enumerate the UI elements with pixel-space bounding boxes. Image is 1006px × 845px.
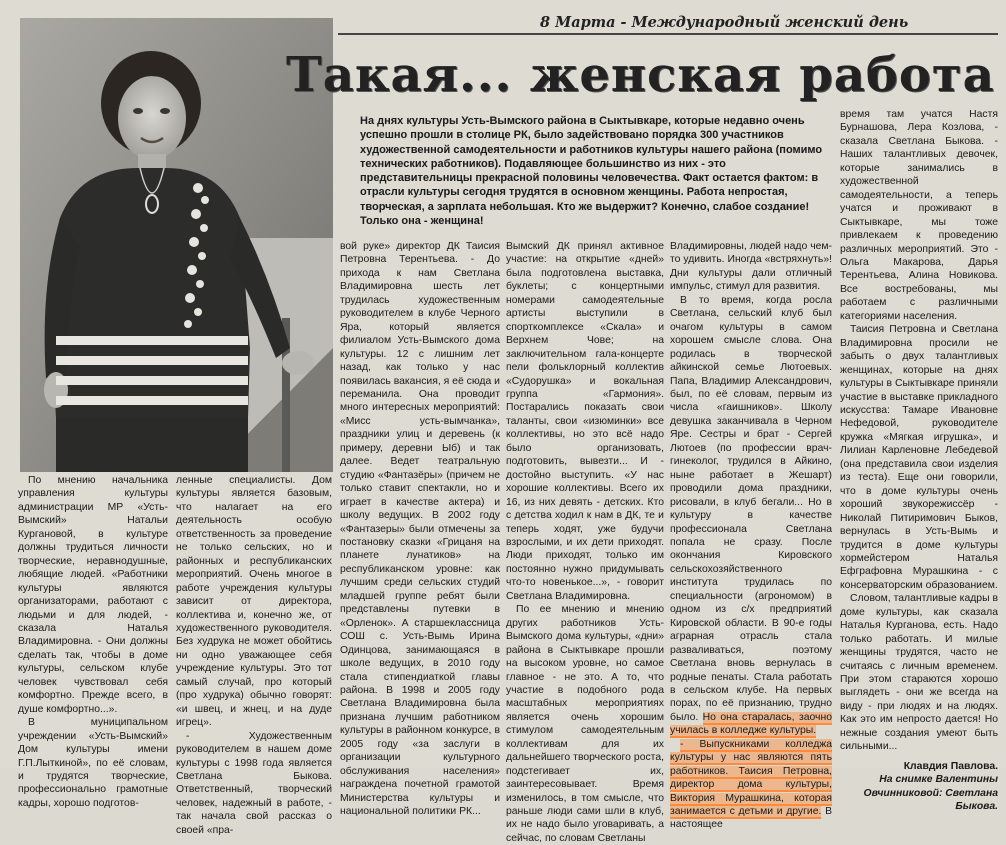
rubric: 8 Марта - Международный женский день xyxy=(540,14,909,31)
photo-caption: На снимке Валентины Овчинниковой: Светлана Быкова. xyxy=(863,774,998,813)
lead-paragraph xyxy=(360,114,835,228)
highlighted-text: Но она старалась, заочно училась в колледже культуры. xyxy=(670,711,832,737)
paragraph: По ее мнению и мнению других работников Усть-Вымского дома культуры, «дни» района в Сыктывкаре прошли на высоком уровне, но самое главное - не это. А то, что участие в подобного рода масштабных мероприятиях является очень хорошим стимулом самодеятельным коллективам для их дальнейшего творческого роста, подстегивает их, заинтересовывает. Время изменилось, в том смысле, что раньше люди сами шли в клуб, их не надо было уговаривать, а сейчас, по словам Светланы xyxy=(506,604,664,844)
paragraph-text: В настоящее xyxy=(670,806,832,831)
paragraph-text: В то время, когда росла Светлана, сельский клуб был очагом культуры в самом хорошем смысле слова. Она родилась в творческой айкинской семье Лютоевых. Папа, Владимир Александрович, был, по её словам, первым из числа «гаишников». Школу девушка заканчивала в Черном Яре. Сестры и брат - Сергей Лютоев (по профессии врач-гинеколог, трудился в Айкино, ныне работает в Жешарт) проводили дома праздники, рисовали, в клуб бегали... Но в культуру в качестве профессионала Светлана попала не сразу. После окончания Кировского сельскохозяйственного института трудилась по специальности (агрономом) в одном из с/х предприятий Кировской области. В 90-е годы аграрная отрасль стала разваливаться, поэтому Светлана вновь вернулась в родные пенаты. Стала работать в сельском клубе. На первых порах, по её признанию, трудно было. xyxy=(670,294,832,723)
paragraph xyxy=(670,738,832,832)
paragraph: ленные специалисты. Дом культуры является базовым, что налагает на его деятельность особую ответственность за проведение не только сельских, но и районных и республиканских мероприятий. Очень многое в работе учреждения культуры зависит от директора, коллектива и, конечно же, от художественного руководителя. Без худрука не может обойтись ни одно уважающее себя учреждение культуры. Это тот самый случай, про который (про худрука) обычно говорят: «и швец, и жнец, и на дуде игрец». xyxy=(176,475,332,729)
column-2-upper xyxy=(340,240,500,818)
paragraph: В муниципальном учреждении «Усть-Вымский» Дом культуры имени Г.П.Лыткиной», по её словам, и трудятся творческие, профессионально грамотные кадры, хорошо подготов- xyxy=(18,717,168,809)
column-1 xyxy=(18,474,168,809)
paragraph: Владимировны, людей надо чем-то удивить. Иногда «встряхнуть»! Дни культуры дали отличный импульс, стимул для развития. xyxy=(670,241,832,293)
column-4 xyxy=(670,240,832,831)
column-3 xyxy=(506,240,664,844)
paragraph: Словом, талантливые кадры в доме культуры, как сказала Наталья Курганова, есть. Надо только работать. И милые женщины трудятся, часто не считаясь с личным временем. При этом стараются хорошо выглядеть - они же всегда на виду - при людях и на людях. Как это им непросто дается! Но нежные создания умеют быть сильными... xyxy=(840,593,998,753)
paragraph: По мнению начальника управления культуры администрации МР «Усть-Вымский» Натальи Кургановой, в культуре должны трудиться личности творческие, неравнодушные, любящие людей. «Работники культуры являются организаторами, работают с людьми и для людей, - сказала Наталья Владимировна. - Они должны сделать так, чтобы в доме культуры, сельском клубе человек чувствовал себя комфортно. Прежде всего, в душе комфортно...». xyxy=(18,475,168,715)
column-5 xyxy=(840,108,998,813)
column-2-lower xyxy=(176,474,332,836)
paragraph: вой руке» директор ДК Таисия Петровна Терентьева. - До прихода к нам Светлана Владимировна шесть лет трудилась художественным руководителем в клубе Черного Яра, который является филиалом Усть-Вымского дома культуры. 12 с лишним лет назад, как только у нас появилась вакансия, я её сюда и переманила. Она проводит много интересных мероприятий: «Мисс усть-вымчанка», праздники улиц и деревень (к примеру, деревни Ыб) и так далее. Ведет театральную студию «Фантазёры» (причем не только ставит спектакли, но и играет в качестве актера) и школу ведущих. В 2002 году «Фантазеры» были отмечены за постановку сказки «Грицаня на планете лунатиков» на республиканском уровне: как лучшим среди сельских студий младшей группе ребят были представлены путевки в «Орленок». А старшеклассница СОШ с. Усть-Вымь Ирина Одинцова, занимающаяся в школе ведущих, в 2010 году стала стипендиаткой главы района. В 1998 и 2005 году Светлана Владимировна была признана лучшим работником культуры в районном конкурсе, в 2005 году «за заслуги в организации культурного обслуживания населения» награждена почетной грамотой Министерства культуры и национальной политики РК... xyxy=(340,241,500,818)
rubric-rule xyxy=(338,33,998,35)
paragraph: Таисия Петровна и Светлана Владимировна просили не забыть о двух талантливых женщинах, которые на днях культуры в Сыктывкаре приняли участие в выставке прикладного искусства: Тамаре Ивановне Нефедовой, руководителе кружка «Мягкая игрушка», и Лилиан Карленовне Лебедевой (она представила свои изделия из теста). Еще они говорили, что в доме культуры очень хороший звукорежиссёр - Николай Питиримович Быков, вернулась в Усть-Вымь и трудится в доме культуры хормейстером Наталья Ефграфовна Мурашкина - с консерваторским образованием. xyxy=(840,324,998,591)
paragraph: время там учатся Настя Бурнашова, Лера Козлова, - сказала Светлана Быкова. - Наших талантливых девочек, которые занимались в художественной самодеятельности, а теперь учатся и проживают в Сыктывкаре, мы тоже привлекаем к проведению различных мероприятий. Это - Ольга Макарова, Дарья Терентьева, Алина Новикова. Все востребованы, мы работаем с различными категориями населения. xyxy=(840,109,998,322)
headline: Такая... женская работа xyxy=(286,47,995,103)
author-signature: Клавдия Павлова. xyxy=(903,760,998,772)
paragraph: - Художественным руководителем в нашем доме культуры с 1998 года является Светлана Быкова. Ответственный, творческий человек, надежный в работе, - так начала свой рассказ о своей «пра- xyxy=(176,730,332,836)
paragraph: Вымский ДК принял активное участие: на открытие «дней» была подготовлена выставка, буклеты; с концертными номерами самодеятельные артисты выступили в спорткомплексе «Скала» и Верхнем Чове; на заключительном гала-концерте пели фольклорный коллектив «Судорушка» и вокальная группа «Гармония». Постарались показать свои таланты, свои «изюминки» все коллективы, но это всё надо было организовать, подготовить, вывезти... И - достойно выступить. «У нас хорошие коллективы. Всего их 16, из них девять - детских. Кто с детства ходил к нам в ДК, те и теперь ходят, уже будучи взрослыми, и их дети приходят. Люди приходят, только им постоянно нужно придумывать что-то новенькое...», - говорит Светлана Владимировна. xyxy=(506,241,664,602)
paragraph xyxy=(670,294,832,738)
lead-text: На днях культуры Усть-Вымского района в Сыктывкаре, которые недавно очень успешно прошли в столице РК, было задействовано порядка 300 участников художественной самодеятельности и работников культуры нашего района (помимо технических работников). Подавляющее большинство из них - это представительницы прекрасной половины человечества. Факт остается фактом: в отрасли культуры сегодня трудятся в основном женщины. Работа непростая, творческая, а зарплата небольшая. Кто же выдержит? Конечно, слабое создание! Только она - женщина! xyxy=(360,115,823,228)
highlighted-text: - Выпускниками колледжа культуры у нас являются пять работников. Таисия Петровна, директор дома культуры, Виктория Мурашкина, которая занимается с детьми и другие. xyxy=(670,738,832,818)
